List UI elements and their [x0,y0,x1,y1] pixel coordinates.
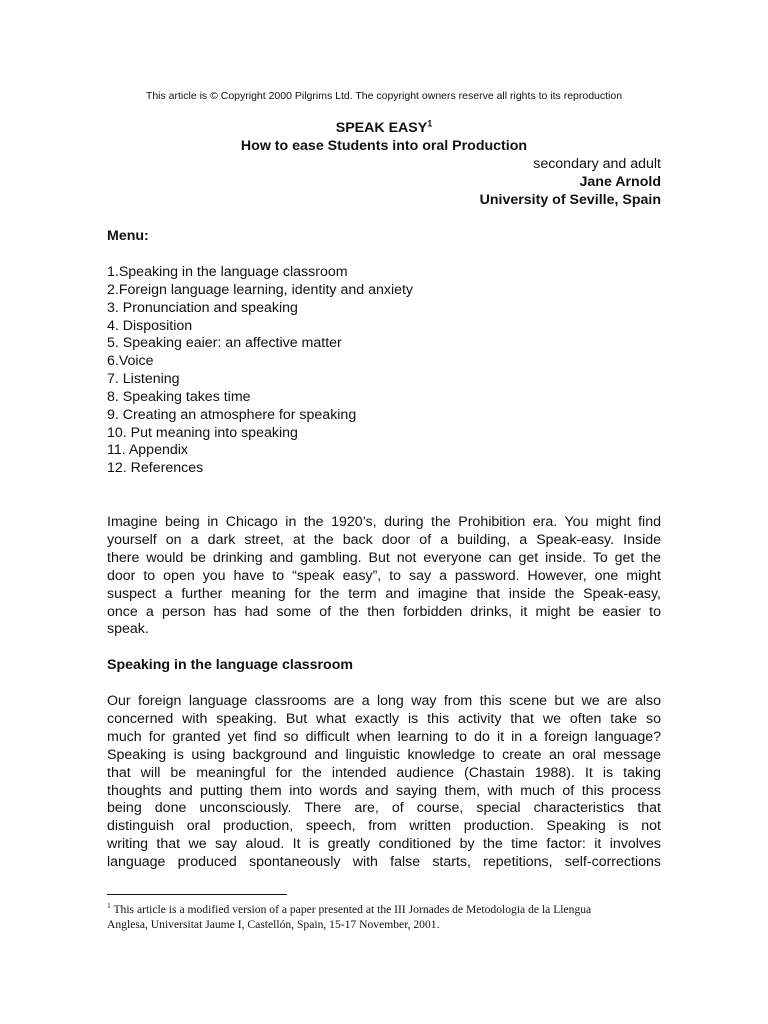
section-line: much for granted yet find so difficult when learning to do it in a foreign language? [107,728,661,745]
menu-item: 5. Speaking eaier: an affective matter [107,335,342,352]
menu-heading: Menu: [107,228,149,244]
menu-item: 12. References [107,460,204,477]
intro-line: once a person has had some of the then forbidden drinks, it might be easier to [107,603,661,620]
menu-item: 10. Put meaning into speaking [107,424,298,441]
menu-item: 8. Speaking takes time [107,388,251,405]
menu-item: 9. Creating an atmosphere for speaking [107,406,357,423]
footnote-text: This article is a modified version of a paper presented at the III Jornades de Metodologia de la Llengua [110,903,592,916]
menu-item: 1.Speaking in the language classroom [107,264,348,280]
menu-item: 11. Appendix [107,442,188,459]
intro-line: there would be drinking and gambling. But not everyone can get inside. To get the [107,549,661,566]
intro-line: yourself on a dark street, at the back door of a building, a Speak-easy. Inside [107,531,661,548]
section-paragraph [107,693,661,872]
section-line: thoughts and putting them into words and saying them, with much of this process [107,782,661,799]
footnote-divider [107,894,287,895]
intro-paragraph [107,514,661,639]
title-block [107,119,661,209]
article-title [107,119,661,137]
section-line: Speaking is using background and linguistic knowledge to create an oral message [107,746,661,763]
intro-line: Imagine being in Chicago in the 1920’s, during the Prohibition era. You might find [107,514,661,530]
section-line: language produced spontaneously with false starts, repetitions, self-corrections [107,854,661,871]
section-line: distinguish oral production, speech, from written production. Speaking is not [107,818,661,835]
copyright-notice: This article is © Copyright 2000 Pilgrims Ltd. The copyright owners reserve all rights to its reproduction [145,90,623,102]
menu-item: 7. Listening [107,371,180,388]
section-line: being done unconsciously. There are, of course, special characteristics that [107,800,661,817]
footnote [107,902,667,932]
author-name: Jane Arnold [579,174,661,190]
intro-line: speak. [107,621,149,638]
intro-line: door to open you have to “speak easy”, to say a password. However, one might [107,567,661,584]
section-line: Our foreign language classrooms are a long way from this scene but we are also [107,693,661,709]
footnote-line: Anglesa, Universitat Jaume I, Castellón, Spain, 15-17 November, 2001. [107,918,440,931]
title-footnote-marker: 1 [427,118,433,129]
section-heading: Speaking in the language classroom [107,657,353,673]
footnote-line [107,902,667,917]
footnote-marker: 1 [107,901,111,911]
menu-list [107,264,413,478]
menu-item: 2.Foreign language learning, identity and anxiety [107,281,414,298]
menu-item: 6.Voice [107,353,154,370]
menu-item: 3. Pronunciation and speaking [107,299,298,316]
section-line: writing that we say aloud. It is greatly conditioned by the time factor: it involves [107,836,661,853]
menu-item: 4. Disposition [107,317,193,334]
section-line: that will be meaningful for the intended audience (Chastain 1988). It is taking [107,764,661,781]
article-subtitle: How to ease Students into oral Production [240,138,528,154]
audience-level: secondary and adult [533,156,661,172]
intro-line: suspect a further meaning for the term and imagine that inside the Speak-easy, [107,585,661,602]
section-line: concerned with speaking. But what exactly is this activity that we often take so [107,710,661,727]
author-affiliation: University of Seville, Spain [479,192,661,208]
article-title-text: SPEAK EASY [335,120,428,136]
